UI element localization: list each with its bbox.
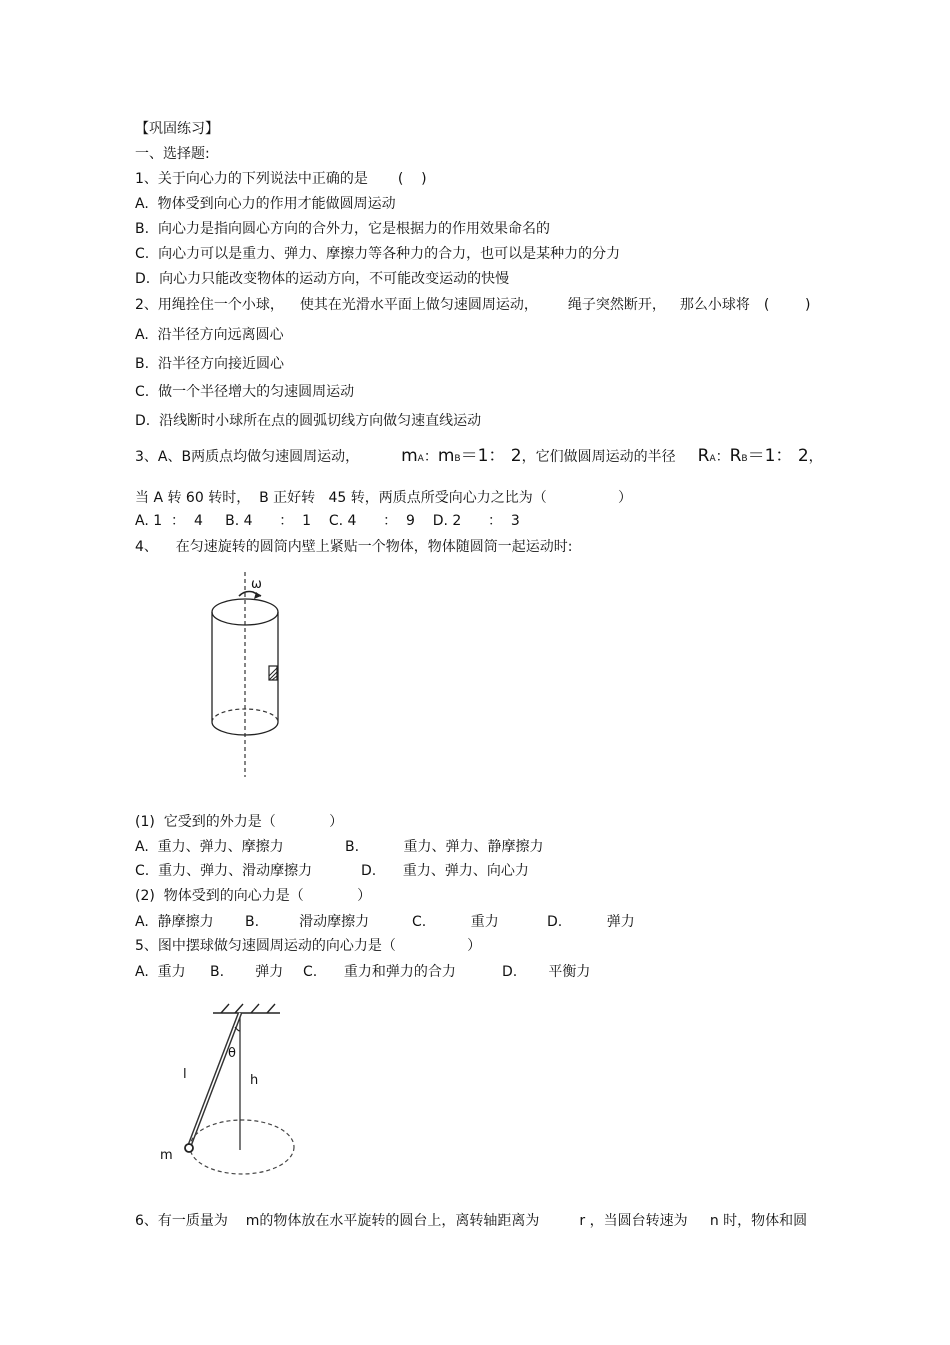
q1-option-d: D. 向心力只能改变物体的运动方向，不可能改变运动的快慢	[135, 271, 510, 287]
q2-stem-part4: 那么小球将	[679, 297, 750, 313]
section-header: 【巩固练习】	[135, 121, 219, 137]
q3-radius-subscript-b: B	[741, 454, 748, 464]
q2-option-d: D. 沿线断时小球所在点的圆弧切线方向做匀速直线运动	[135, 413, 482, 429]
q5-option-c: C. 重力和弹力的合力	[303, 964, 456, 980]
q6-stem-part2: r ，当圆台转速为 n 时，物体和圆	[579, 1213, 808, 1229]
q4-sub1-option-b: B. 重力、弹力、静摩擦力	[345, 839, 544, 855]
q1-option-c: C. 向心力可以是重力、弹力、摩擦力等各种力的合力，也可以是某种力的分力	[135, 246, 621, 262]
q1-option-b: B. 向心力是指向圆心方向的合外力，它是根据力的作用效果命名的	[135, 221, 550, 237]
pendulum-figure	[155, 1000, 305, 1185]
q4-sub2-stem: (2) 物体受到的向心力是（ ）	[135, 888, 372, 904]
q2-option-c: C. 做一个半径增大的匀速圆周运动	[135, 384, 355, 400]
mass-label: m	[160, 1148, 173, 1163]
q5-stem: 5、图中摆球做匀速圆周运动的向心力是（ ）	[135, 938, 482, 954]
q4-sub1-row2	[135, 862, 529, 880]
q2-stem	[135, 296, 810, 314]
q4-sub2-option-a: A. 静摩擦力	[135, 914, 214, 930]
q3-radius-symbol-a: R	[697, 446, 710, 466]
q2-stem-part2: 使其在光滑水平面上做匀速圆周运动，	[299, 297, 538, 313]
q3-stem-end: ，	[808, 449, 823, 465]
q4-sub1-option-c: C. 重力、弹力、滑动摩擦力	[135, 863, 313, 879]
q3-mass-ratio: ＝1： 2	[460, 446, 522, 466]
ceiling-hatch-1	[221, 1004, 229, 1013]
q4-sub2-option-d: D. 弹力	[547, 914, 635, 930]
q4-sub2-option-c: C. 重力	[412, 914, 499, 930]
q4-sub1-stem: (1) 它受到的外力是（ ）	[135, 814, 344, 830]
cylinder-figure	[195, 572, 305, 782]
q3-mass-symbol-b: m	[437, 446, 455, 466]
pendulum-bob	[185, 1144, 193, 1152]
q6-stem-part1: 6、有一质量为 m的物体放在水平旋转的圆台上，离转轴距离为	[135, 1213, 540, 1229]
theta-label: θ	[228, 1046, 236, 1061]
q3-subscript-a: A	[417, 454, 424, 464]
q3-answers: A. 1 ： 4 B. 4 ： 1 C. 4 ： 9 D. 2 ： 3	[135, 513, 520, 529]
q4-stem: 4、 在匀速旋转的圆筒内壁上紧贴一个物体，物体随圆筒一起运动时:	[135, 539, 573, 555]
q4-sub2-option-b: B. 滑动摩擦力	[245, 914, 370, 930]
q3-mass-symbol-a: m	[401, 446, 418, 466]
omega-label: ω	[251, 577, 262, 592]
pendulum-string-inner	[189, 1013, 240, 1147]
q1-option-a: A. 物体受到向心力的作用才能做圆周运动	[135, 196, 396, 212]
q3-radius-symbol-b: R	[729, 446, 742, 466]
length-label: l	[183, 1067, 187, 1082]
q3-subscript-b: B	[454, 454, 461, 464]
q5-option-b: B. 弹力	[210, 964, 284, 980]
q2-option-a: A. 沿半径方向远离圆心	[135, 327, 284, 343]
q3-stem-mid: ，它们做圆周运动的半径	[521, 449, 676, 465]
circular-path	[190, 1120, 294, 1174]
q2-stem-part1: 2、用绳拴住一个小球，	[135, 297, 284, 313]
q5-options-row	[135, 963, 590, 981]
q3-stem	[135, 447, 823, 468]
section-title: 一、选择题:	[135, 146, 210, 162]
q4-sub1-option-a: A. 重力、弹力、摩擦力	[135, 839, 284, 855]
q4-sub1-row1	[135, 838, 544, 856]
q5-option-a: A. 重力	[135, 964, 186, 980]
q3-radius-subscript-a: A	[709, 454, 716, 464]
q2-answer-paren: ( )	[763, 297, 811, 313]
q3-radius-ratio: ＝1： 2	[747, 446, 809, 466]
q4-sub1-option-d: D. 重力、弹力、向心力	[361, 863, 529, 879]
q3-line2: 当 A 转 60 转时， B 正好转 45 转，两质点所受向心力之比为（ ）	[135, 490, 632, 506]
ceiling-hatch-4	[267, 1004, 275, 1013]
q3-colon-1: ：	[423, 449, 438, 465]
q1-answer-paren: ( )	[397, 171, 427, 187]
q2-stem-part3: 绳子突然断开，	[567, 297, 666, 313]
q6-stem	[135, 1212, 807, 1230]
q3-stem-text: 3、A、B两质点均做匀速圆周运动，	[135, 449, 360, 465]
ceiling-hatch-2	[235, 1004, 243, 1013]
ceiling-hatch-3	[251, 1004, 259, 1013]
q5-option-d: D. 平衡力	[502, 964, 591, 980]
q1-stem-text: 1、关于向心力的下列说法中正确的是	[135, 171, 368, 187]
q2-option-b: B. 沿半径方向接近圆心	[135, 356, 284, 372]
q4-sub2-row	[135, 913, 635, 931]
q3-colon-2: ：	[715, 449, 730, 465]
height-label: h	[250, 1073, 259, 1088]
q1-stem	[135, 170, 427, 188]
